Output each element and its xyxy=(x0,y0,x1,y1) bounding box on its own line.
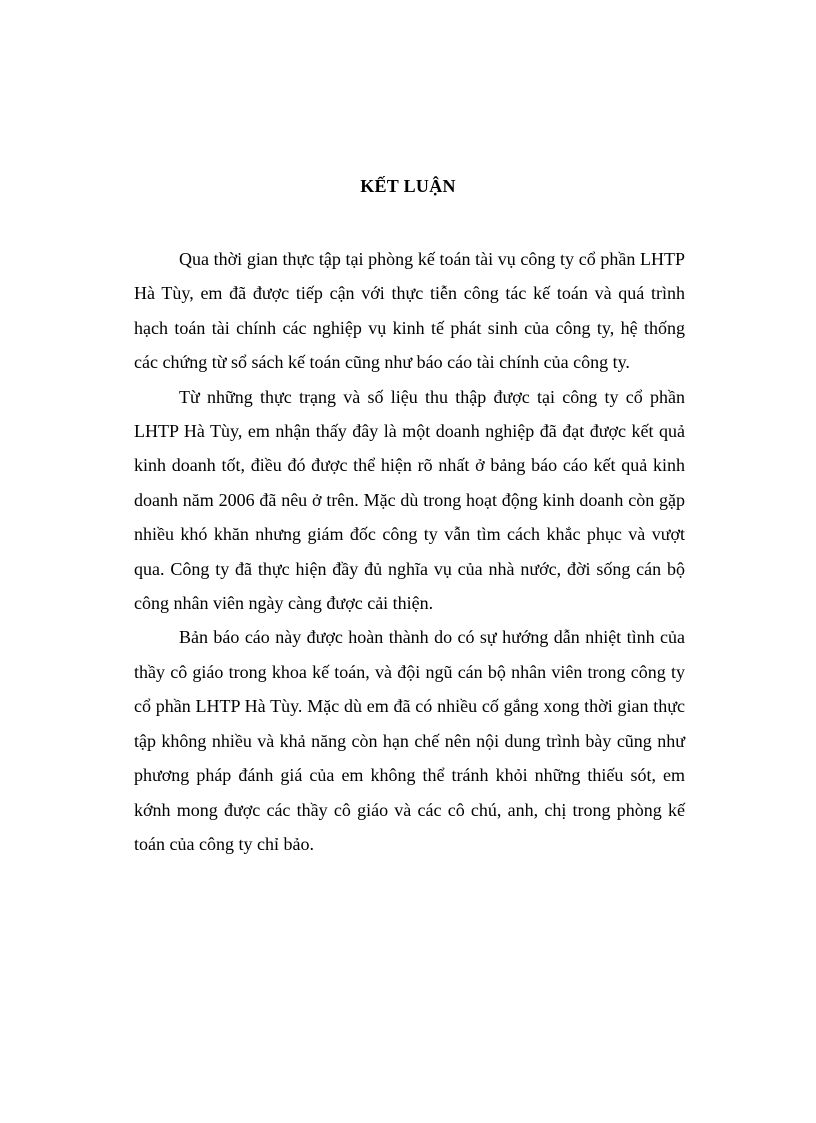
page-title: KẾT LUẬN xyxy=(360,176,456,196)
paragraph-3: Bản báo cáo này được hoàn thành do có sự hướng dẫn nhiệt tình của thầy cô giáo trong khoa kế toán, và đội ngũ cán bộ nhân viên trong công ty cổ phần LHTP Hà Tùy. Mặc dù em đã có nhiều cố gắng xong thời gian thực tập không nhiều và khả năng còn hạn chế nên nội dung trình bày cũng như phương pháp đánh giá của em không thể tránh khỏi những thiếu sót, em kớnh mong được các thầy cô giáo và các cô chú, anh, chị trong phòng kế toán của công ty chỉ bảo. xyxy=(134,627,685,854)
paragraph-1: Qua thời gian thực tập tại phòng kế toán tài vụ công ty cổ phần LHTP Hà Tùy, em đã được tiếp cận với thực tiễn công tác kế toán và quá trình hạch toán tài chính các nghiệp vụ kinh tế phát sinh của công ty, hệ thống các chứng từ sổ sách kế toán cũng như báo cáo tài chính của công ty. xyxy=(134,249,685,373)
paragraph-2: Từ những thực trạng và số liệu thu thập được tại công ty cổ phần LHTP Hà Tùy, em nhận thấy đây là một doanh nghiệp đã đạt được kết quả kinh doanh tốt, điều đó được thể hiện rõ nhất ở bảng báo cáo kết quả kinh doanh năm 2006 đã nêu ở trên. Mặc dù trong hoạt động kinh doanh còn gặp nhiều khó khăn nhưng giám đốc công ty vẫn tìm cách khắc phục và vượt qua. Công ty đã thực hiện đầy đủ nghĩa vụ của nhà nước, đời sống cán bộ công nhân viên ngày càng được cải thiện. xyxy=(134,386,685,614)
document-body xyxy=(134,242,685,861)
